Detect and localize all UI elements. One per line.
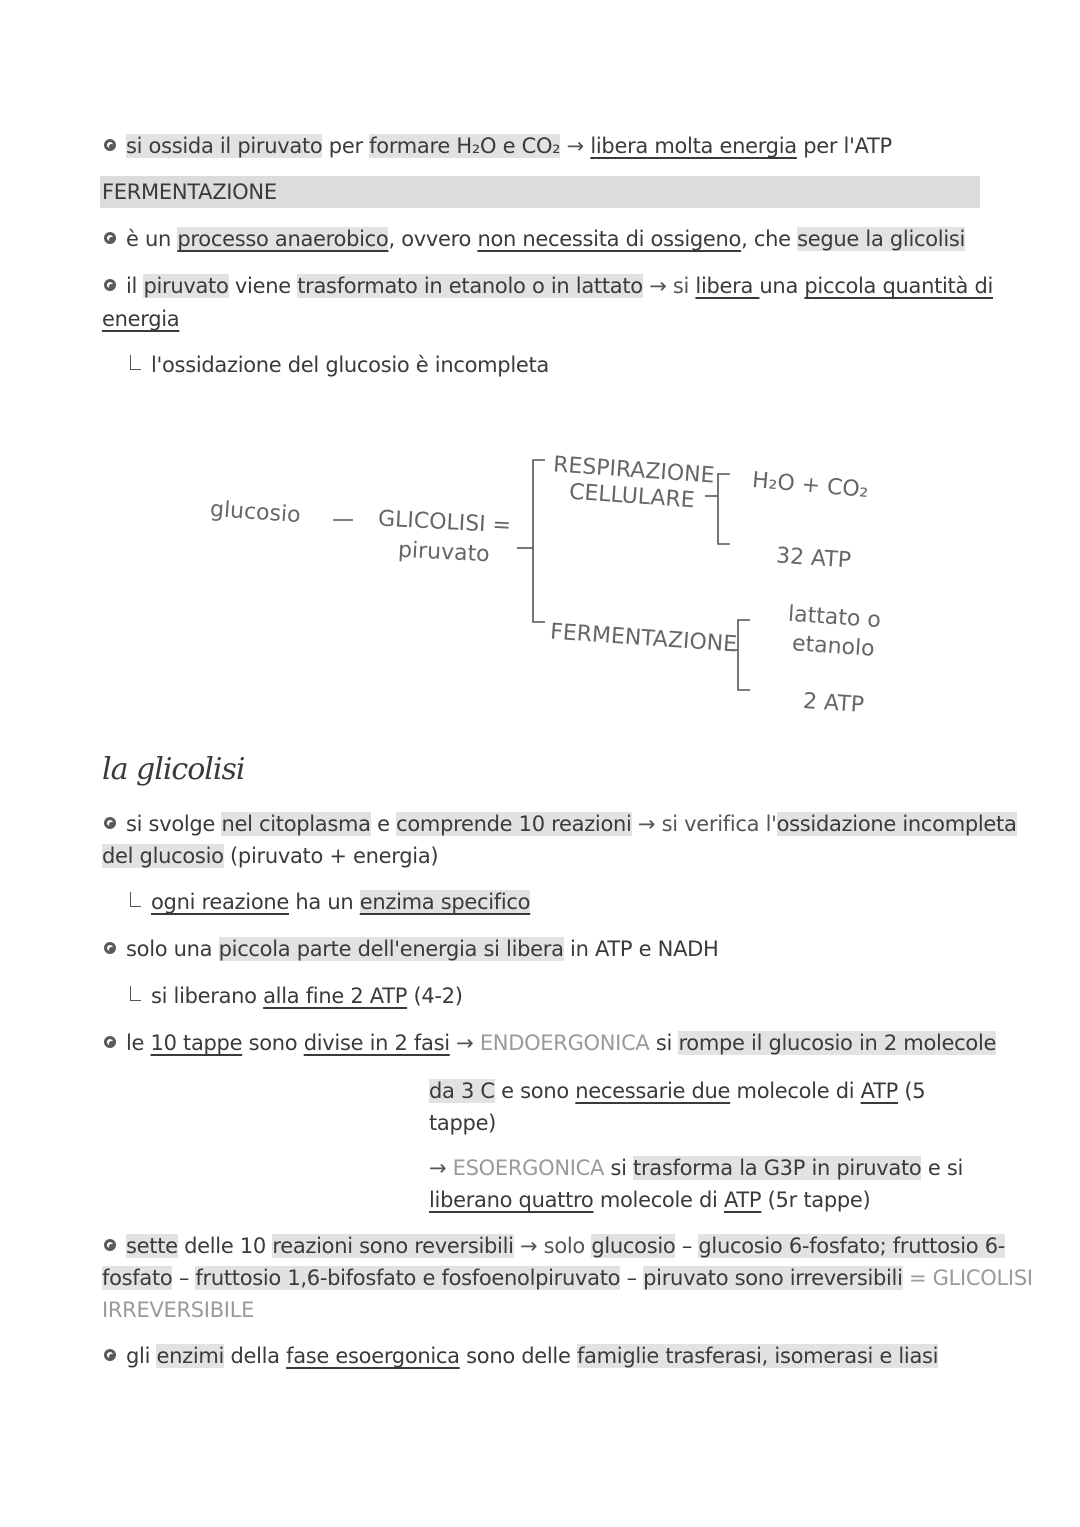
diagram-lattato: lattato o [787, 601, 882, 634]
esoergonica-detail: → ESOERGONICA si trasforma la G3P in piruvato e si [429, 1156, 964, 1180]
diagram-glucosio: glucosio [209, 496, 302, 529]
endoergonica-detail-2: tappe) [429, 1111, 497, 1135]
bullet-icon [104, 1036, 116, 1048]
bullet-icon [104, 1239, 116, 1251]
bullet-enzimi-fase-esoergonica: gli enzimi della fase esoergonica sono delle famiglie trasferasi, isomerasi e liasi [104, 1340, 938, 1372]
section-title-glicolisi: la glicolisi [102, 752, 245, 787]
bullet-piruvato-trasformato: il piruvato viene trasformato in etanolo o in lattato → si libera una piccola quantità di [104, 270, 993, 302]
diagram-piruvato: piruvato [397, 537, 491, 568]
diagram-respirazione: RESPIRAZIONE [552, 452, 716, 489]
diagram-fermentazione: FERMENTAZIONE [549, 619, 738, 658]
bullet-reazioni-reversibili: sette delle 10 reazioni sono reversibili → solo glucosio – glucosio 6-fosfato; fruttosio 6- [104, 1230, 1005, 1262]
diagram-32-atp: 32 ATP [775, 543, 852, 574]
sub-arrow-icon [130, 892, 141, 907]
bullet-ossida-piruvato: si ossida il piruvato per formare H₂O e CO₂ → libera molta energia per l'ATP [104, 130, 892, 162]
diagram-glicolisi: GLICOLISI = [377, 506, 512, 539]
endoergonica-detail: da 3 C e sono necessarie due molecole di ATP (5 [429, 1079, 926, 1103]
diagram-etanolo: etanolo [791, 631, 876, 662]
esoergonica-detail-2: liberano quattro molecole di ATP (5r tappe) [429, 1188, 871, 1212]
diagram-h2o-co2: H₂O + CO₂ [751, 467, 870, 504]
continuation-irreversibile: IRREVERSIBILE [102, 1298, 255, 1322]
sub-ossidazione-incompleta: l'ossidazione del glucosio è incompleta [130, 349, 549, 381]
sub-arrow-icon [130, 986, 141, 1001]
bullet-citoplasma: si svolge nel citoplasma e comprende 10 reazioni → si verifica l'ossidazione incompleta [104, 808, 1017, 840]
diagram-cellulare: CELLULARE [568, 479, 696, 514]
bullet-piccola-parte: solo una piccola parte dell'energia si libera in ATP e NADH [104, 933, 719, 965]
section-title-fermentazione: FERMENTAZIONE [102, 180, 277, 204]
bullet-10-tappe: le 10 tappe sono divise in 2 fasi → ENDOERGONICA si rompe il glucosio in 2 molecole [104, 1027, 996, 1059]
continuation-energia: energia [102, 307, 180, 331]
continuation-del-glucosio: del glucosio (piruvato + energia) [102, 844, 439, 868]
bullet-processo-anaerobico: è un processo anaerobico, ovvero non necessita di ossigeno, che segue la glicolisi [104, 223, 965, 255]
diagram-2-atp: 2 ATP [802, 688, 865, 719]
sub-2-atp: si liberano alla fine 2 ATP (4-2) [130, 980, 463, 1012]
continuation-irreversibili: fosfato – fruttosio 1,6-bifosfato e fosfoenolpiruvato – piruvato sono irreversibili = GLICOLISI [102, 1266, 1033, 1290]
bullet-icon [104, 942, 116, 954]
bullet-icon [104, 817, 116, 829]
bullet-icon [104, 1349, 116, 1361]
sub-enzima-specifico: ogni reazione ha un enzima specifico [130, 886, 530, 918]
